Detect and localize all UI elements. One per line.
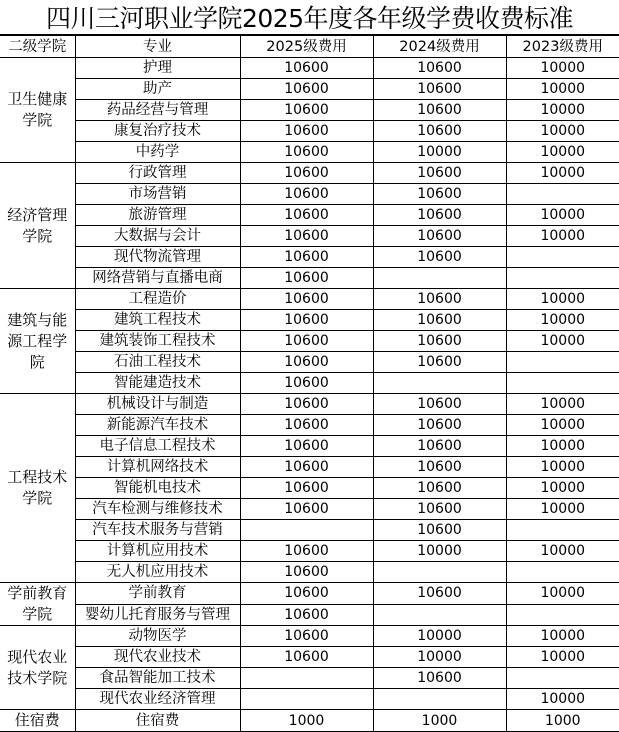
- major-cell: 石油工程技术: [75, 352, 240, 373]
- fee-2025-cell: [240, 520, 373, 541]
- fee-2024-cell: 10600: [373, 583, 506, 605]
- table-row: [0, 121, 619, 142]
- fee-2024-cell: 10600: [373, 289, 506, 310]
- table-row: [0, 100, 619, 121]
- table-row: [0, 352, 619, 373]
- fee-2025-cell: 10600: [240, 310, 373, 331]
- fee-2025-cell: 10600: [240, 331, 373, 352]
- table-row: [0, 58, 619, 79]
- major-cell: 新能源汽车技术: [75, 415, 240, 436]
- fee-table: [0, 35, 619, 732]
- fee-2024-cell: 10600: [373, 310, 506, 331]
- fee-2024-cell: [373, 562, 506, 583]
- fee-2025-cell: 10600: [240, 604, 373, 626]
- fee-2024-cell: 10600: [373, 205, 506, 226]
- header-fee-2025: 2025级费用: [240, 36, 373, 58]
- table-row: [0, 247, 619, 268]
- fee-2023-cell: [506, 268, 619, 289]
- fee-2023-cell: [506, 373, 619, 394]
- major-cell: 电子信息工程技术: [75, 436, 240, 457]
- major-cell: 动物医学: [75, 626, 240, 647]
- fee-2025-cell: 10600: [240, 205, 373, 226]
- fee-2025-cell: 10600: [240, 247, 373, 268]
- fee-2025-cell: 10600: [240, 373, 373, 394]
- fee-2025-cell: 10600: [240, 583, 373, 605]
- table-row: [0, 541, 619, 562]
- table-row: [0, 647, 619, 668]
- fee-2023-cell: 10000: [506, 541, 619, 562]
- table-row: [0, 689, 619, 710]
- table-row: [0, 331, 619, 352]
- fee-2023-cell: [506, 520, 619, 541]
- fee-2024-cell: 10600: [373, 499, 506, 520]
- fee-2023-cell: 10000: [506, 394, 619, 415]
- fee-2024-cell: 10600: [373, 226, 506, 247]
- major-cell: 学前教育: [75, 583, 240, 605]
- fee-2023-cell: 10000: [506, 205, 619, 226]
- table-row: [0, 626, 619, 647]
- college-cell: 学前教育学院: [0, 583, 75, 626]
- table-row: [0, 478, 619, 499]
- major-cell: 康复治疗技术: [75, 121, 240, 142]
- major-cell: 助产: [75, 79, 240, 100]
- fee-2023-cell: 10000: [506, 583, 619, 605]
- college-cell: 住宿费: [0, 710, 75, 732]
- header-row: [0, 36, 619, 58]
- fee-2023-cell: 10000: [506, 647, 619, 668]
- college-cell: 现代农业技术学院: [0, 626, 75, 710]
- table-row: [0, 436, 619, 457]
- major-cell: 现代农业经济管理: [75, 689, 240, 710]
- major-cell: 旅游管理: [75, 205, 240, 226]
- college-cell: 建筑与能源工程学院: [0, 289, 75, 394]
- fee-2025-cell: 10600: [240, 79, 373, 100]
- table-row: [0, 415, 619, 436]
- college-cell: 卫生健康学院: [0, 58, 75, 163]
- major-cell: 智能建造技术: [75, 373, 240, 394]
- fee-2024-cell: 10000: [373, 647, 506, 668]
- table-row: [0, 289, 619, 310]
- fee-2024-cell: 10000: [373, 541, 506, 562]
- major-cell: 婴幼儿托育服务与管理: [75, 604, 240, 626]
- header-fee-2024: 2024级费用: [373, 36, 506, 58]
- table-row: [0, 226, 619, 247]
- fee-2025-cell: [240, 689, 373, 710]
- fee-2025-cell: 10600: [240, 457, 373, 478]
- fee-2023-cell: [506, 184, 619, 205]
- fee-2023-cell: 10000: [506, 457, 619, 478]
- table-row: [0, 79, 619, 100]
- major-cell: 计算机网络技术: [75, 457, 240, 478]
- major-cell: 机械设计与制造: [75, 394, 240, 415]
- fee-2024-cell: [373, 604, 506, 626]
- fee-2024-cell: 10600: [373, 79, 506, 100]
- table-row: [0, 499, 619, 520]
- fee-2025-cell: 10600: [240, 394, 373, 415]
- fee-2023-cell: 10000: [506, 226, 619, 247]
- fee-2023-cell: 10000: [506, 478, 619, 499]
- fee-2024-cell: 10600: [373, 415, 506, 436]
- table-row: [0, 668, 619, 689]
- fee-2025-cell: 10600: [240, 58, 373, 79]
- fee-2025-cell: 10600: [240, 226, 373, 247]
- fee-2025-cell: [240, 668, 373, 689]
- fee-2023-cell: [506, 604, 619, 626]
- major-cell: 建筑装饰工程技术: [75, 331, 240, 352]
- major-cell: 智能机电技术: [75, 478, 240, 499]
- table-row: [0, 604, 619, 626]
- fee-2023-cell: 10000: [506, 626, 619, 647]
- table-row: [0, 520, 619, 541]
- fee-2023-cell: 10000: [506, 142, 619, 163]
- fee-2024-cell: 10600: [373, 163, 506, 184]
- fee-2025-cell: 10600: [240, 121, 373, 142]
- major-cell: 无人机应用技术: [75, 562, 240, 583]
- fee-2025-cell: 10600: [240, 541, 373, 562]
- major-cell: 药品经营与管理: [75, 100, 240, 121]
- table-row: [0, 457, 619, 478]
- table-row: [0, 268, 619, 289]
- page-title: 四川三河职业学院2025年度各年级学费收费标准: [0, 0, 619, 35]
- fee-2023-cell: 10000: [506, 289, 619, 310]
- fee-2024-cell: 10600: [373, 121, 506, 142]
- header-major: 专业: [75, 36, 240, 58]
- fee-2024-cell: 10000: [373, 142, 506, 163]
- major-cell: 行政管理: [75, 163, 240, 184]
- fee-2023-cell: 10000: [506, 79, 619, 100]
- table-row: [0, 163, 619, 184]
- fee-2025-cell: 10600: [240, 142, 373, 163]
- fee-2025-cell: 10600: [240, 289, 373, 310]
- fee-2025-cell: 10600: [240, 268, 373, 289]
- fee-2025-cell: 10600: [240, 436, 373, 457]
- fee-2024-cell: [373, 268, 506, 289]
- fee-2024-cell: 10600: [373, 331, 506, 352]
- college-cell: 经济管理学院: [0, 163, 75, 289]
- fee-2023-cell: 10000: [506, 121, 619, 142]
- fee-2023-cell: 10000: [506, 436, 619, 457]
- major-cell: 汽车技术服务与营销: [75, 520, 240, 541]
- fee-2023-cell: [506, 668, 619, 689]
- fee-2024-cell: [373, 373, 506, 394]
- college-cell: 工程技术学院: [0, 394, 75, 583]
- fee-2023-cell: [506, 247, 619, 268]
- fee-2023-cell: 10000: [506, 331, 619, 352]
- header-college: 二级学院: [0, 36, 75, 58]
- fee-2024-cell: 10600: [373, 352, 506, 373]
- fee-2024-cell: [373, 689, 506, 710]
- fee-2024-cell: 10600: [373, 247, 506, 268]
- fee-2025-cell: 10600: [240, 647, 373, 668]
- fee-2023-cell: 10000: [506, 100, 619, 121]
- table-row: [0, 583, 619, 605]
- fee-2024-cell: 10600: [373, 668, 506, 689]
- major-cell: 现代物流管理: [75, 247, 240, 268]
- header-fee-2023: 2023级费用: [506, 36, 619, 58]
- major-cell: 食品智能加工技术: [75, 668, 240, 689]
- fee-2024-cell: 10600: [373, 394, 506, 415]
- major-cell: 网络营销与直播电商: [75, 268, 240, 289]
- table-row: [0, 205, 619, 226]
- major-cell: 大数据与会计: [75, 226, 240, 247]
- fee-2023-cell: 10000: [506, 415, 619, 436]
- fee-2025-cell: 10600: [240, 626, 373, 647]
- fee-2024-cell: 10600: [373, 436, 506, 457]
- major-cell: 工程造价: [75, 289, 240, 310]
- fee-2023-cell: 10000: [506, 163, 619, 184]
- major-cell: 建筑工程技术: [75, 310, 240, 331]
- fee-2025-cell: 10600: [240, 352, 373, 373]
- fee-2023-cell: [506, 352, 619, 373]
- table-row: [0, 373, 619, 394]
- table-row: [0, 394, 619, 415]
- fee-2023-cell: 1000: [506, 710, 619, 732]
- fee-2025-cell: 1000: [240, 710, 373, 732]
- fee-2023-cell: 10000: [506, 310, 619, 331]
- major-cell: 汽车检测与维修技术: [75, 499, 240, 520]
- fee-2025-cell: 10600: [240, 100, 373, 121]
- fee-2024-cell: 10600: [373, 58, 506, 79]
- table-row: [0, 710, 619, 732]
- major-cell: 住宿费: [75, 710, 240, 732]
- fee-2025-cell: 10600: [240, 499, 373, 520]
- table-row: [0, 310, 619, 331]
- major-cell: 市场营销: [75, 184, 240, 205]
- fee-2023-cell: 10000: [506, 58, 619, 79]
- fee-2024-cell: 10600: [373, 100, 506, 121]
- fee-2024-cell: 10600: [373, 457, 506, 478]
- fee-2025-cell: 10600: [240, 184, 373, 205]
- fee-2024-cell: 10600: [373, 478, 506, 499]
- table-row: [0, 184, 619, 205]
- major-cell: 计算机应用技术: [75, 541, 240, 562]
- major-cell: 中药学: [75, 142, 240, 163]
- fee-2023-cell: 10000: [506, 689, 619, 710]
- major-cell: 护理: [75, 58, 240, 79]
- fee-2024-cell: 10000: [373, 626, 506, 647]
- fee-2025-cell: 10600: [240, 478, 373, 499]
- fee-2023-cell: 10000: [506, 499, 619, 520]
- fee-2024-cell: 10600: [373, 520, 506, 541]
- table-row: [0, 142, 619, 163]
- fee-2024-cell: 10600: [373, 184, 506, 205]
- fee-2023-cell: [506, 562, 619, 583]
- fee-2024-cell: 1000: [373, 710, 506, 732]
- major-cell: 现代农业技术: [75, 647, 240, 668]
- fee-2025-cell: 10600: [240, 415, 373, 436]
- fee-2025-cell: 10600: [240, 562, 373, 583]
- fee-2025-cell: 10600: [240, 163, 373, 184]
- table-row: [0, 562, 619, 583]
